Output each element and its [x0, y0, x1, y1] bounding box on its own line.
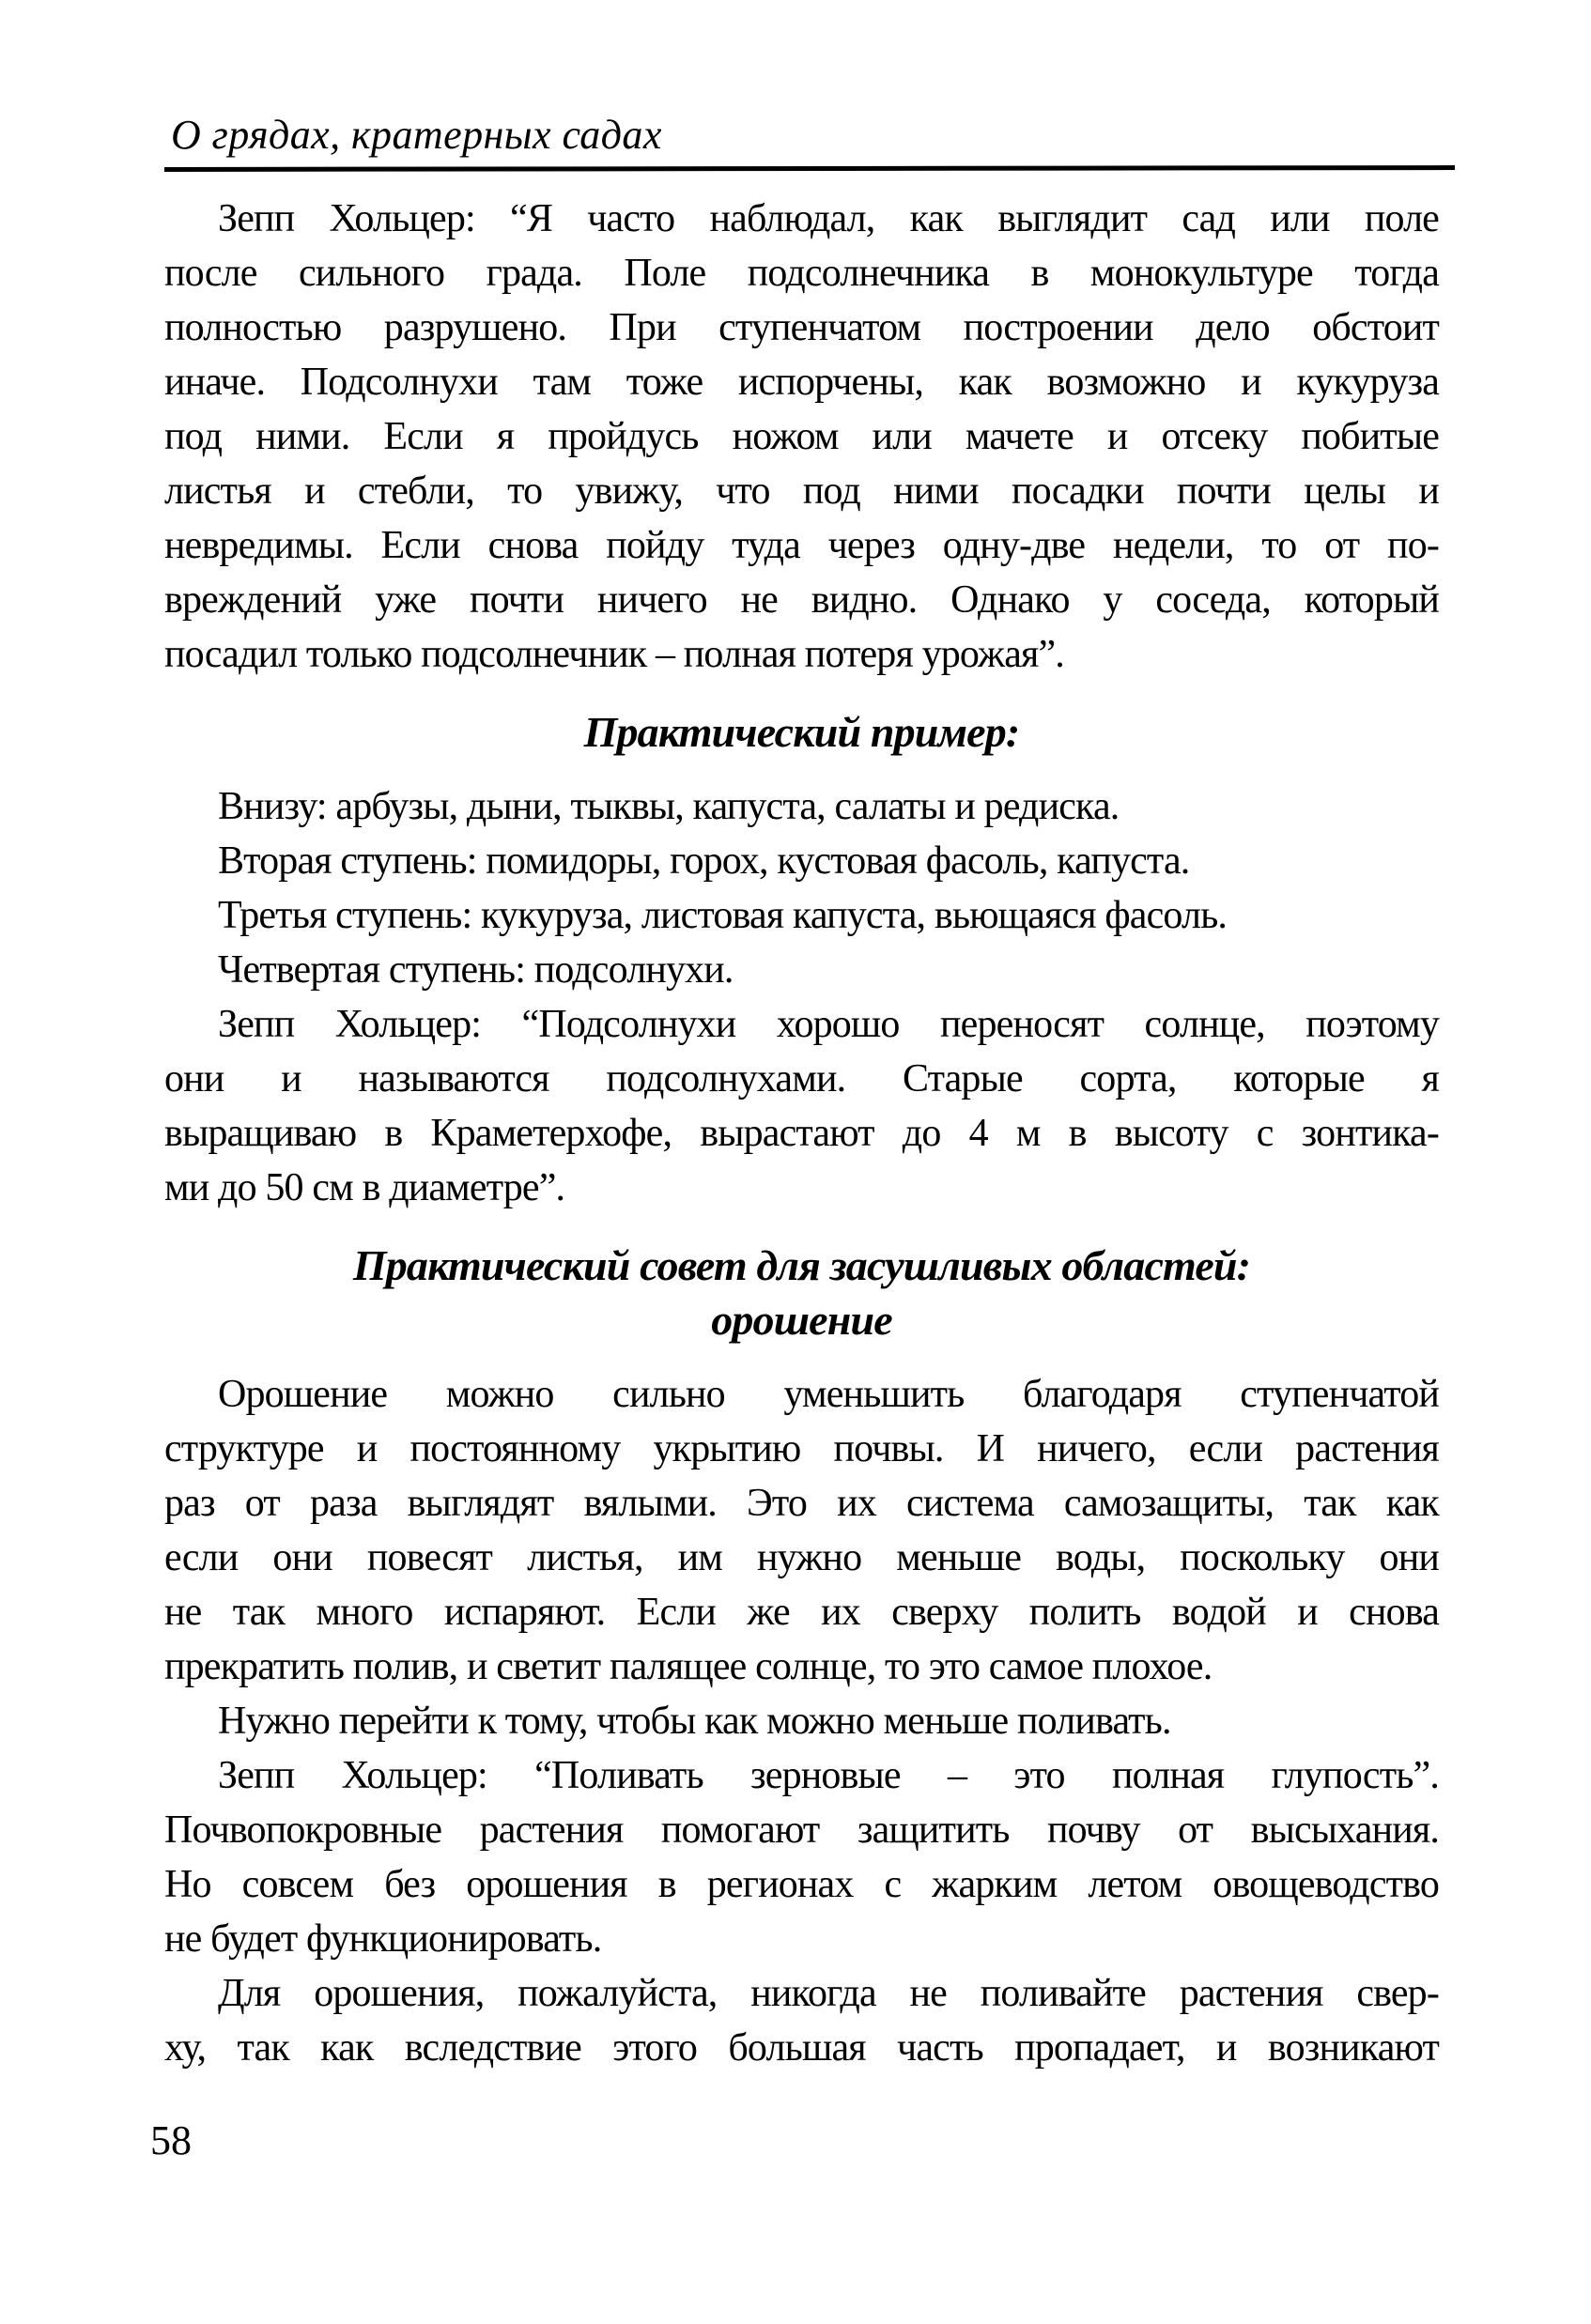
page-body [164, 192, 1439, 2075]
paragraph [164, 1694, 1439, 1748]
text-line: под ними. Если я пройдусь ножом или мачете и отсеку побитые [164, 415, 1439, 458]
text-line: полностью разрушено. При ступенчатом построении дело обстоит [164, 306, 1439, 349]
text-line: Практический совет для засушливых областей: [352, 1241, 1251, 1289]
text-line: Четвертая ступень: подсолнухи. [218, 948, 734, 992]
paragraph [164, 1748, 1439, 1966]
text-line: Почвопокровные растения помогают защитить почву от высыхания. [164, 1808, 1439, 1852]
text-line: Внизу: арбузы, дыни, тыквы, капуста, салаты и редиска. [218, 785, 1120, 828]
text-line: Для орошения, пожалуйста, никогда не поливайте растения свер- [218, 1972, 1439, 2015]
text-line: Зепп Хольцер: “Поливать зерновые – это полная глупость”. [218, 1754, 1439, 1797]
text-line: Зепп Хольцер: “Я часто наблюдал, как выглядит сад или поле [218, 197, 1439, 240]
text-line: Третья ступень: кукуруза, листовая капуста, вьющаяся фасоль. [218, 894, 1228, 937]
text-line: вреждений уже почти ничего не видно. Однако у соседа, который [164, 578, 1439, 622]
section-heading [164, 705, 1439, 760]
text-line: ми до 50 см в диаметре”. [164, 1166, 565, 1209]
paragraph [164, 779, 1439, 834]
paragraph [164, 1367, 1439, 1694]
text-line: ху, так как вследствие этого большая часть пропадает, и возникают [164, 2026, 1439, 2070]
text-line: невредимы. Если снова пойду туда через одну-две недели, то от по- [164, 524, 1439, 567]
paragraph [164, 834, 1439, 888]
text-line: после сильного града. Поле подсолнечника в монокультуре тогда [164, 252, 1439, 295]
text-line: Нужно перейти к тому, чтобы как можно меньше поливать. [218, 1700, 1171, 1743]
text-line: выращиваю в Краметерхофе, вырастают до 4 м в высоту с зонтика- [164, 1112, 1439, 1155]
running-head: О грядах, кратерных садах [171, 112, 662, 158]
text-line: не так много испаряют. Если же их сверху полить водой и снова [164, 1591, 1439, 1634]
paragraph [164, 888, 1439, 943]
section-heading [164, 1239, 1439, 1347]
text-line: не будет функционировать. [164, 1917, 602, 1961]
page-number: 58 [150, 2117, 192, 2163]
text-line: иначе. Подсолнухи там тоже испорчены, как возможно и кукуруза [164, 361, 1439, 404]
text-line: структуре и постоянному укрытию почвы. И ничего, если растения [164, 1427, 1439, 1470]
text-line: прекратить полив, и светит палящее солнце, то это самое плохое. [164, 1645, 1213, 1688]
paragraph [164, 1966, 1439, 2075]
text-line: орошение [711, 1296, 892, 1344]
text-line: раз от раза выглядят вялыми. Это их система самозащиты, так как [164, 1482, 1439, 1525]
paragraph [164, 192, 1439, 682]
text-line: Орошение можно сильно уменьшить благодаря ступенчатой [218, 1373, 1439, 1416]
text-line: Практический пример: [583, 708, 1020, 756]
text-line: Зепп Хольцер: “Подсолнухи хорошо переносят солнце, поэтому [218, 1003, 1439, 1046]
paragraph [164, 943, 1439, 997]
text-line: листья и стебли, то увижу, что под ними посадки почти целы и [164, 469, 1439, 513]
text-line: если они повесят листья, им нужно меньше воды, поскольку они [164, 1536, 1439, 1579]
text-line: посадил только подсолнечник – полная потеря урожая”. [164, 633, 1064, 676]
text-line: Но совсем без орошения в регионах с жарким летом овощеводство [164, 1863, 1439, 1906]
text-line: Вторая ступень: помидоры, горох, кустовая фасоль, капуста. [218, 839, 1190, 883]
text-line: они и называются подсолнухами. Старые сорта, которые я [164, 1057, 1439, 1100]
paragraph [164, 997, 1439, 1215]
header-rule [164, 165, 1455, 172]
